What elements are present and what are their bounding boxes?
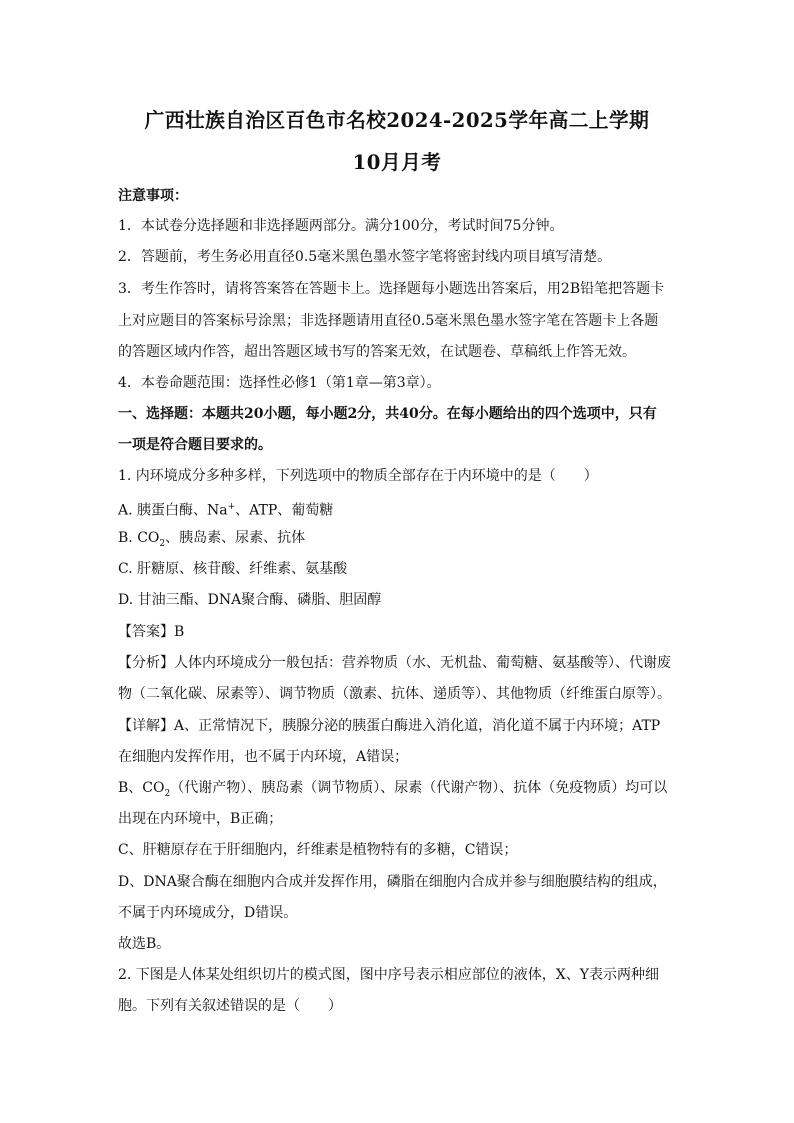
question-1-analysis-line2: 物（二氧化碳、尿素等）、调节物质（激素、抗体、递质等）、其他物质（纤维蛋白原等）。 [118, 686, 671, 702]
document-title-line1: 广西壮族自治区百色市名校2024-2025学年高二上学期 [144, 109, 650, 132]
question-1-stem: 1. 内环境成分多种多样，下列选项中的物质全部存在于内环境中的是（ ） [118, 468, 598, 484]
question-1-detail-line2: 在细胞内发挥作用，也不属于内环境，A错误； [118, 749, 409, 765]
question-1-option-c: C. 肝糖原、核苷酸、纤维素、氨基酸 [118, 561, 348, 577]
question-2-stem-line2: 胞。下列有关叙述错误的是（ ） [118, 998, 342, 1014]
note-3-line2: 上对应题目的答案标号涂黑；非选择题请用直径0.5毫米黑色墨水签字笔在答题卡上各题 [118, 313, 659, 329]
note-4: 4．本卷命题范围：选择性必修1（第1章—第3章）。 [118, 375, 441, 391]
note-1: 1．本试卷分选择题和非选择题两部分。满分100分，考试时间75分钟。 [118, 218, 564, 234]
question-1-detail-line7: 不属于内环境成分，D错误。 [118, 905, 298, 921]
note-2: 2．答题前，考生务必用直径0.5毫米黑色墨水签字笔将密封线内项目填写清楚。 [118, 249, 612, 265]
question-2-stem-line1: 2. 下图是人体某处组织切片的模式图，图中序号表示相应部位的液体，X、Y表示两种细 [118, 967, 660, 983]
notes-heading: 注意事项： [118, 188, 188, 204]
detail-3-text-post: （代谢产物）、胰岛素（调节物质）、尿素（代谢产物）、抗体（免疫物质）均可以 [170, 780, 668, 796]
note-3-line1: 3．考生作答时，请将答案答在答题卡上。选择题每小题选出答案后，用2B铅笔把答题卡 [118, 281, 665, 297]
document-title-line2: 10月月考 [352, 151, 442, 174]
question-1-option-b [118, 528, 678, 554]
question-1-detail-line4: 出现在内环境中，B正确； [118, 811, 283, 827]
option-b-subscript: 2 [159, 538, 166, 549]
question-1-detail-line3 [118, 778, 678, 804]
question-1-detail-line5: C、肝糖原存在于肝细胞内，纤维素是植物特有的多糖，C错误； [118, 842, 518, 858]
detail-3-text-pre: B、CO [118, 780, 165, 796]
question-1-conclusion: 故选B。 [118, 936, 171, 952]
option-b-text-post: 、胰岛素、尿素、抗体 [165, 530, 306, 546]
detail-3-subscript: 2 [164, 788, 171, 799]
question-1-option-a [118, 497, 678, 521]
question-1-analysis-line1: 【分析】人体内环境成分一般包括：营养物质（水、无机盐、葡萄糖、氨基酸等）、代谢废 [118, 655, 671, 671]
note-3-line3: 的答题区域内作答，超出答题区域书写的答案无效，在试题卷、草稿纸上作答无效。 [118, 344, 636, 360]
question-1-detail-line1: 【详解】A、正常情况下，胰腺分泌的胰蛋白酶进入消化道，消化道不属于内环境；ATP [118, 718, 661, 734]
option-b-text-pre: B. CO [118, 530, 160, 546]
question-1-option-d: D. 甘油三酯、DNA聚合酶、磷脂、胆固醇 [118, 592, 382, 608]
question-1-detail-line6: D、DNA聚合酶在细胞内合成并发挥作用，磷脂在细胞内合成并参与细胞膜结构的组成， [118, 874, 667, 890]
option-a-text-post: 、ATP、葡萄糖 [235, 502, 334, 519]
section-heading-line2: 一项是符合题目要求的。 [118, 437, 272, 453]
question-1-answer: 【答案】B [118, 624, 185, 640]
section-heading-line1: 一、选择题：本题共20小题，每小题2分，共40分。在每小题给出的四个选项中，只有 [118, 406, 657, 422]
option-a-superscript: + [227, 502, 236, 512]
option-a-text-pre: A. 胰蛋白酶、Na [118, 502, 228, 519]
